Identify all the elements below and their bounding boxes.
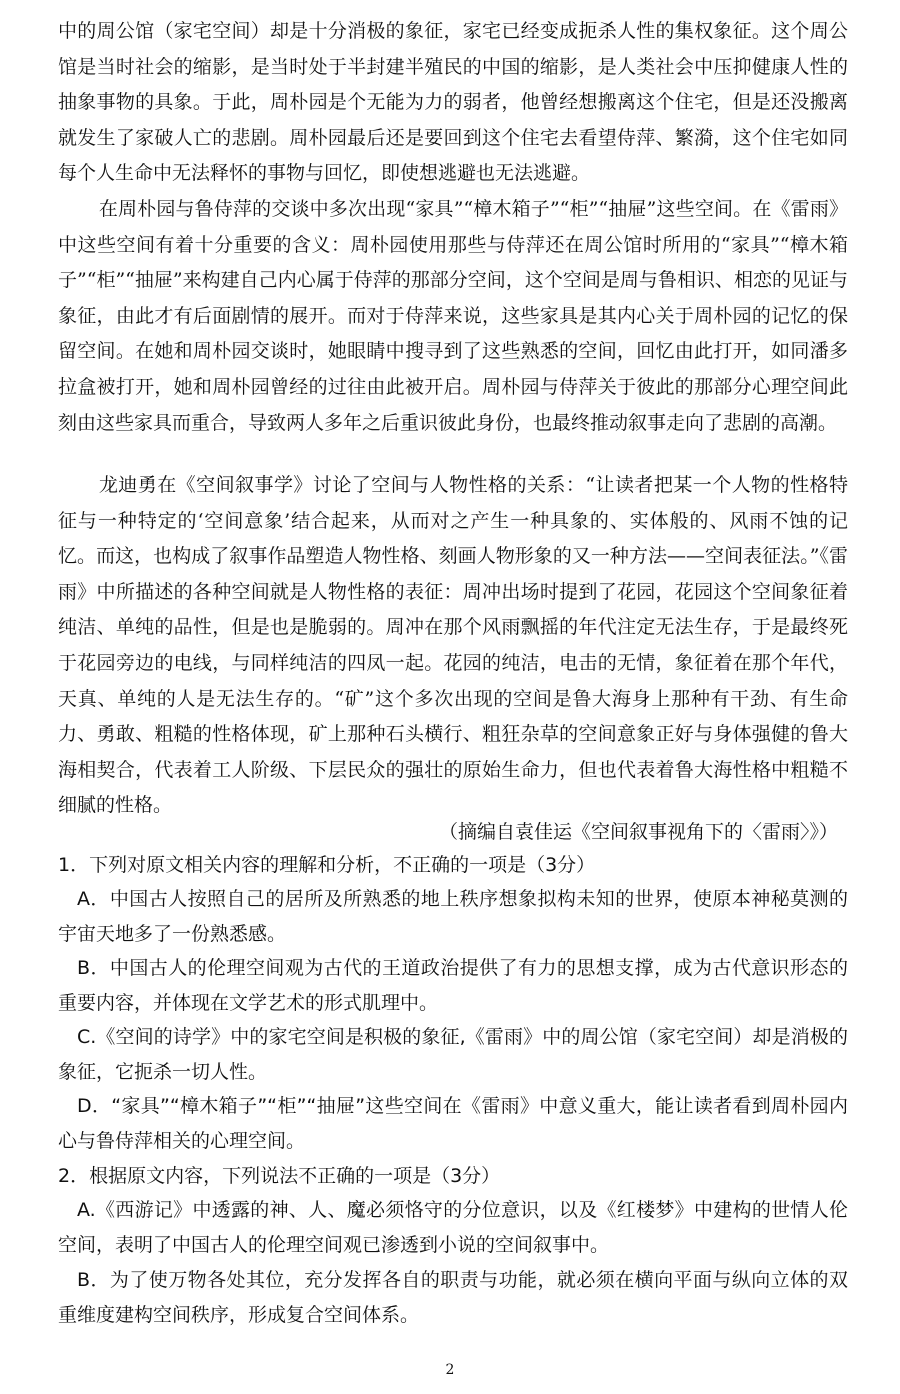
question-1-option-c: C.《空间的诗学》中的家宅空间是积极的象征,《雷雨》中的周公馆（家宅空间）却是消极的象征，它扼杀一切人性。 (58, 1026, 848, 1083)
question-1-option-a: A．中国古人按照自己的居所及所熟悉的地上秩序想象拟构未知的世界，使原本神秘莫测的宇宙天地多了一份熟悉感。 (58, 888, 848, 945)
page-number: 2 (445, 1362, 455, 1378)
question-2: 2．根据原文内容，下列说法不正确的一项是（3分） (58, 1165, 501, 1187)
body-paragraph-2: 在周朴园与鲁侍萍的交谈中多次出现“家具”“樟木箱子”“柜”“抽屉”这些空间。在《雷雨》中这些空间有着十分重要的含义：周朴园使用那些与侍萍还在周公馆时所用的“家具”“樟木箱子”“柜”“抽屉”来构建自己内心属于侍萍的那部分空间，这个空间是周与鲁相识、相恋的见证与象征，由此才有后面剧情的展开。而对于侍萍来说，这些家具是其内心关于周朴园的记忆的保留空间。在她和周朴园交谈时，她眼睛中搜寻到了这些熟悉的空间，回忆由此打开，如同潘多拉盒被打开，她和周朴园曾经的过往由此被开启。周朴园与侍萍关于彼此的那部分心理空间此刻由这些家具而重合，导致两人多年之后重识彼此身份，也最终推动叙事走向了悲剧的高潮。 (58, 198, 848, 434)
source-citation: （摘编自袁佳运《空间叙事视角下的〈雷雨〉》） (438, 821, 838, 843)
body-paragraph-3: 龙迪勇在《空间叙事学》讨论了空间与人物性格的关系：“让读者把某一个人物的性格特征与一种特定的‘空间意象’结合起来，从而对之产生一种具象的、实体般的、风雨不蚀的记忆。而这，也构成了叙事作品塑造人物性格、刻画人物形象的又一种方法——空间表征法。”《雷雨》中所描述的各种空间就是人物性格的表征：周冲出场时提到了花园，花园这个空间象征着纯洁、单纯的品性，但是也是脆弱的。周冲在那个风雨飘摇的年代注定无法生存，于是最终死于花园旁边的电线，与同样纯洁的四凤一起。花园的纯洁，电击的无情，象征着在那个年代，天真、单纯的人是无法生存的。“矿”这个多次出现的空间是鲁大海身上那种有干劲、有生命力、勇敢、粗糙的性格体现，矿上那种石头横行、粗狂杂草的空间意象正好与身体强健的鲁大海相契合，代表着工人阶级、下层民众的强壮的原始生命力，但也代表着鲁大海性格中粗糙不细腻的性格。 (58, 474, 848, 817)
question-2-option-b: B．为了使万物各处其位，充分发挥各自的职责与功能，就必须在横向平面与纵向立体的双重维度建构空间秩序，形成复合空间体系。 (58, 1269, 848, 1326)
question-1: 1．下列对原文相关内容的理解和分析，不正确的一项是（3分） (58, 854, 596, 876)
body-paragraph-1: 中的周公馆（家宅空间）却是十分消极的象征，家宅已经变成扼杀人性的集权象征。这个周公馆是当时社会的缩影，是当时处于半封建半殖民的中国的缩影，是人类社会中压抑健康人性的抽象事物的具象。于此，周朴园是个无能为力的弱者，他曾经想搬离这个住宅，但是还没搬离就发生了家破人亡的悲剧。周朴园最后还是要回到这个住宅去看望侍萍、繁漪，这个住宅如同每个人生命中无法释怀的事物与回忆，即使想逃避也无法逃避。 (58, 20, 848, 185)
question-1-option-d: D．“家具”“樟木箱子”“柜”“抽屉”这些空间在《雷雨》中意义重大，能让读者看到周朴园内心与鲁侍萍相关的心理空间。 (58, 1095, 848, 1152)
question-1-option-b: B．中国古人的伦理空间观为古代的王道政治提供了有力的思想支撑，成为古代意识形态的重要内容，并体现在文学艺术的形式肌理中。 (58, 957, 848, 1014)
question-2-option-a: A.《西游记》中透露的神、人、魔必须恪守的分位意识，以及《红楼梦》中建构的世情人伦空间，表明了中国古人的伦理空间观已渗透到小说的空间叙事中。 (58, 1199, 848, 1256)
